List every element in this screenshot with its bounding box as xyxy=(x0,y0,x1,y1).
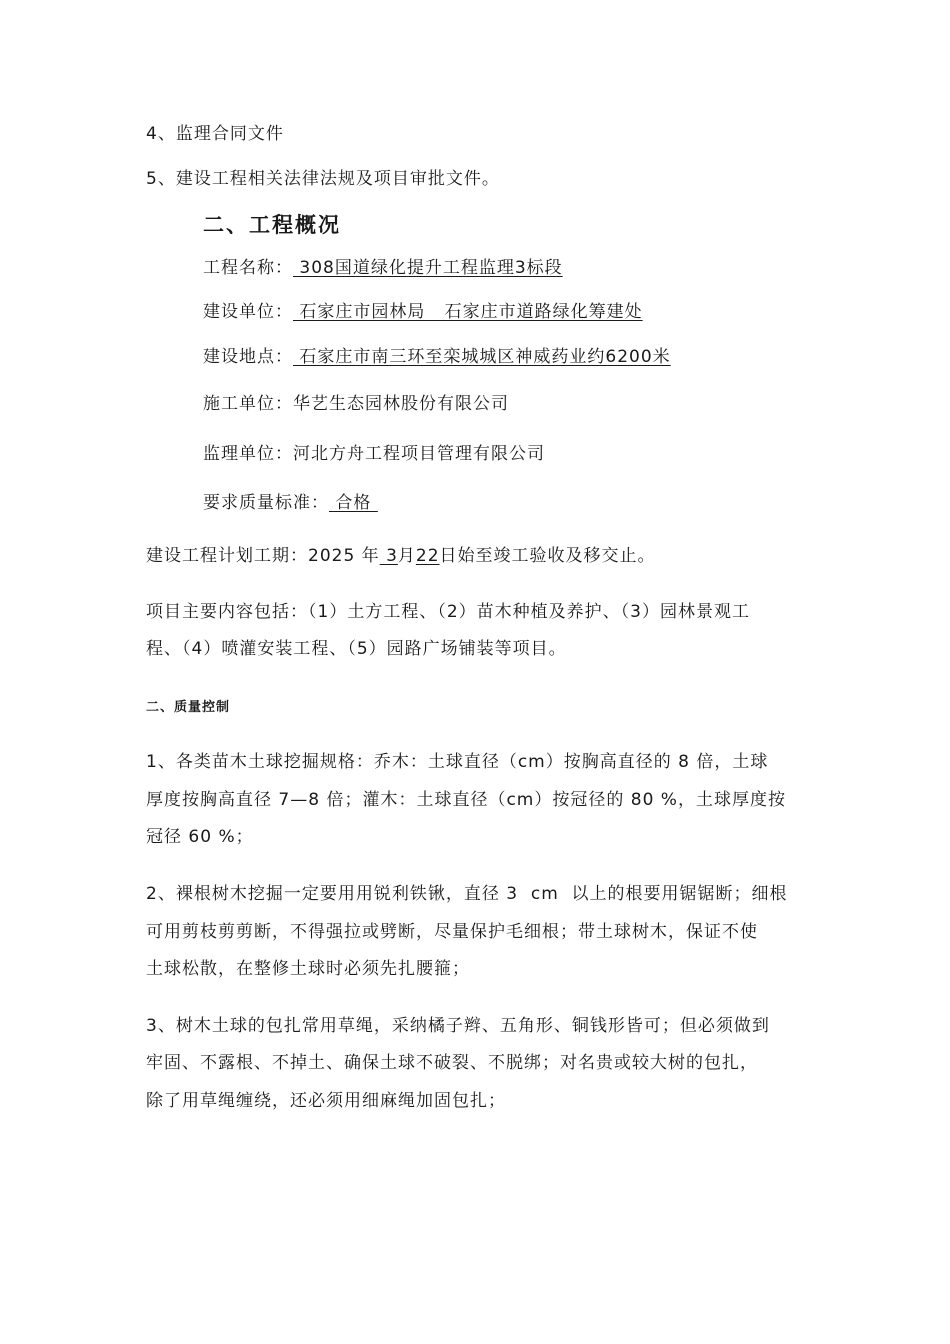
project-name-label: 工程名称： xyxy=(203,258,293,278)
quality-standard-row xyxy=(203,492,378,514)
quality-p1-line-1: 1、各类苗木土球挖掘规格：乔木：土球直径（cm）按胸高直径的 8 倍，土球 xyxy=(146,752,769,772)
schedule-row xyxy=(146,545,656,567)
site-row xyxy=(203,346,671,368)
project-name-row xyxy=(203,257,563,279)
site-value: 石家庄市南三环至栾城城区神威药业约6200米 xyxy=(293,347,671,367)
quality-p3-line-2: 牢固、不露根、不掉土、确保土球不破裂、不脱绑；对名贵或较大树的包扎， xyxy=(146,1053,758,1073)
owner-label: 建设单位： xyxy=(203,302,293,322)
quality-p2-line-2: 可用剪枝剪剪断，不得强拉或劈断，尽量保护毛细根；带土球树木，保证不使 xyxy=(146,922,758,942)
quality-p3-line-3: 除了用草绳缠绕，还必须用细麻绳加固包扎； xyxy=(146,1091,506,1111)
quality-p3-line-1: 3、树木土球的包扎常用草绳，采纳橘子辫、五角形、铜钱形皆可；但必须做到 xyxy=(146,1016,770,1036)
schedule-month: 3 xyxy=(379,546,398,566)
section-heading-overview: 二、工程概况 xyxy=(203,213,341,237)
schedule-prefix: 建设工程计划工期：2025 年 xyxy=(146,546,380,566)
quality-p1-line-2: 厚度按胸高直径 7—8 倍；灌木：土球直径（cm）按冠径的 80 %，土球厚度按 xyxy=(146,790,786,810)
schedule-suffix: 日始至竣工验收及移交止。 xyxy=(439,546,656,566)
quality-p2-line-1: 2、裸根树木挖掘一定要用用锐利铁锹，直径 3 cm 以上的根要用锯锯断；细根 xyxy=(146,884,788,904)
contractor-value: 华艺生态园林股份有限公司 xyxy=(293,394,509,414)
scope-line-2: 程、（4）喷灌安装工程、（5）园路广场铺装等项目。 xyxy=(146,639,567,659)
quality-p2-line-3: 土球松散，在整修土球时必须先扎腰箍； xyxy=(146,959,470,979)
supervisor-row xyxy=(203,443,545,465)
supervisor-label: 监理单位： xyxy=(203,444,293,464)
owner-row xyxy=(203,301,643,323)
section-heading-quality: 二、质量控制 xyxy=(146,700,231,715)
basis-item-4: 4、监理合同文件 xyxy=(146,124,284,144)
quality-p1-line-3: 冠径 60 %； xyxy=(146,827,254,847)
contractor-row xyxy=(203,393,509,415)
project-name-value: 308国道绿化提升工程监理3标段 xyxy=(293,258,563,278)
site-label: 建设地点： xyxy=(203,347,293,367)
supervisor-value: 河北方舟工程项目管理有限公司 xyxy=(293,444,545,464)
contractor-label: 施工单位： xyxy=(203,394,293,414)
owner-value: 石家庄市园林局 石家庄市道路绿化筹建处 xyxy=(293,302,643,322)
basis-item-5: 5、建设工程相关法律法规及项目审批文件。 xyxy=(146,169,500,189)
scope-line-1: 项目主要内容包括：（1）土方工程、（2）苗木种植及养护、（3）园林景观工 xyxy=(146,602,750,622)
quality-standard-label: 要求质量标准： xyxy=(203,493,329,513)
quality-standard-value: 合格 xyxy=(329,493,378,513)
schedule-month-unit: 月 xyxy=(397,546,416,566)
schedule-day: 22 xyxy=(415,546,440,566)
